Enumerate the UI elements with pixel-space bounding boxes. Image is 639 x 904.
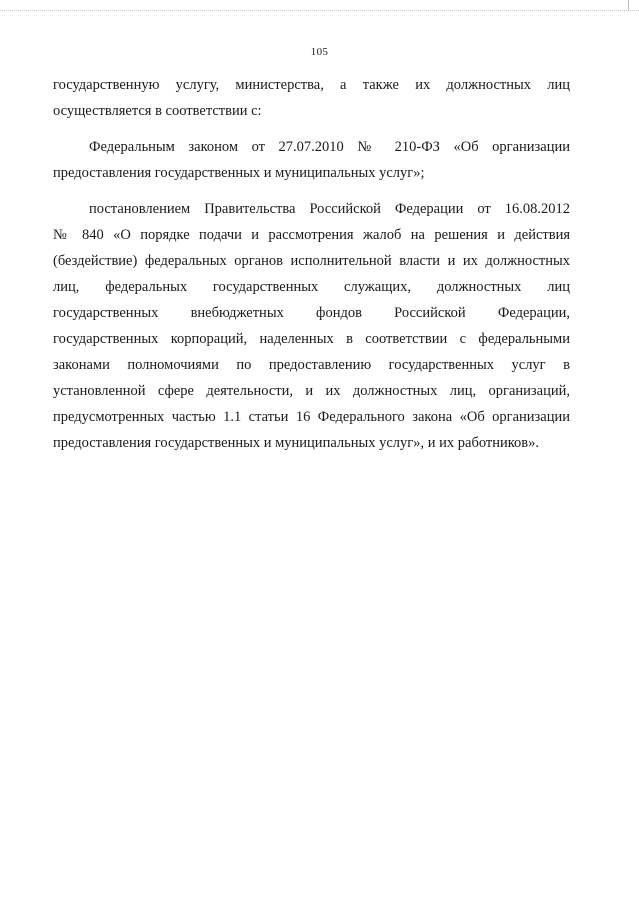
paragraph-government-resolution xyxy=(53,196,570,456)
text-line: № 840 «О порядке подачи и рассмотрения жалоб на решения и действия xyxy=(53,227,570,243)
text-line: установленной сфере деятельности, и их должностных лиц, организаций, xyxy=(53,383,570,399)
text-line: законами полномочиями по предоставлению государственных услуг в xyxy=(53,357,570,373)
text-line: государственных внебюджетных фондов Российской Федерации, xyxy=(53,305,570,321)
text-line: постановлением Правительства Российской Федерации от 16.08.2012 xyxy=(89,201,570,217)
document-body xyxy=(53,72,570,456)
text-line: осуществляется в соответствии с: xyxy=(53,103,262,119)
text-line: предусмотренных частью 1.1 статьи 16 Федерального закона «Об организации xyxy=(53,409,570,425)
paragraph-continuation xyxy=(53,72,570,124)
text-line: государственных корпораций, наделенных в соответствии с федеральными xyxy=(53,331,570,347)
text-line: предоставления государственных и муниципальных услуг», и их работников». xyxy=(53,435,540,451)
text-line: Федеральным законом от 27.07.2010 № 210-ФЗ «Об организации xyxy=(89,139,570,155)
scan-corner-mark xyxy=(628,0,629,10)
text-line: государственную услугу, министерства, а также их должностных лиц xyxy=(53,77,570,93)
text-line: предоставления государственных и муниципальных услуг»; xyxy=(53,165,425,181)
scan-top-edge xyxy=(0,10,639,11)
text-line: (бездействие) федеральных органов исполнительной власти и их должностных xyxy=(53,253,570,269)
text-line: лиц, федеральных государственных служащих, должностных лиц xyxy=(53,279,570,295)
paragraph-federal-law xyxy=(53,134,570,186)
page-number: 105 xyxy=(310,46,329,58)
